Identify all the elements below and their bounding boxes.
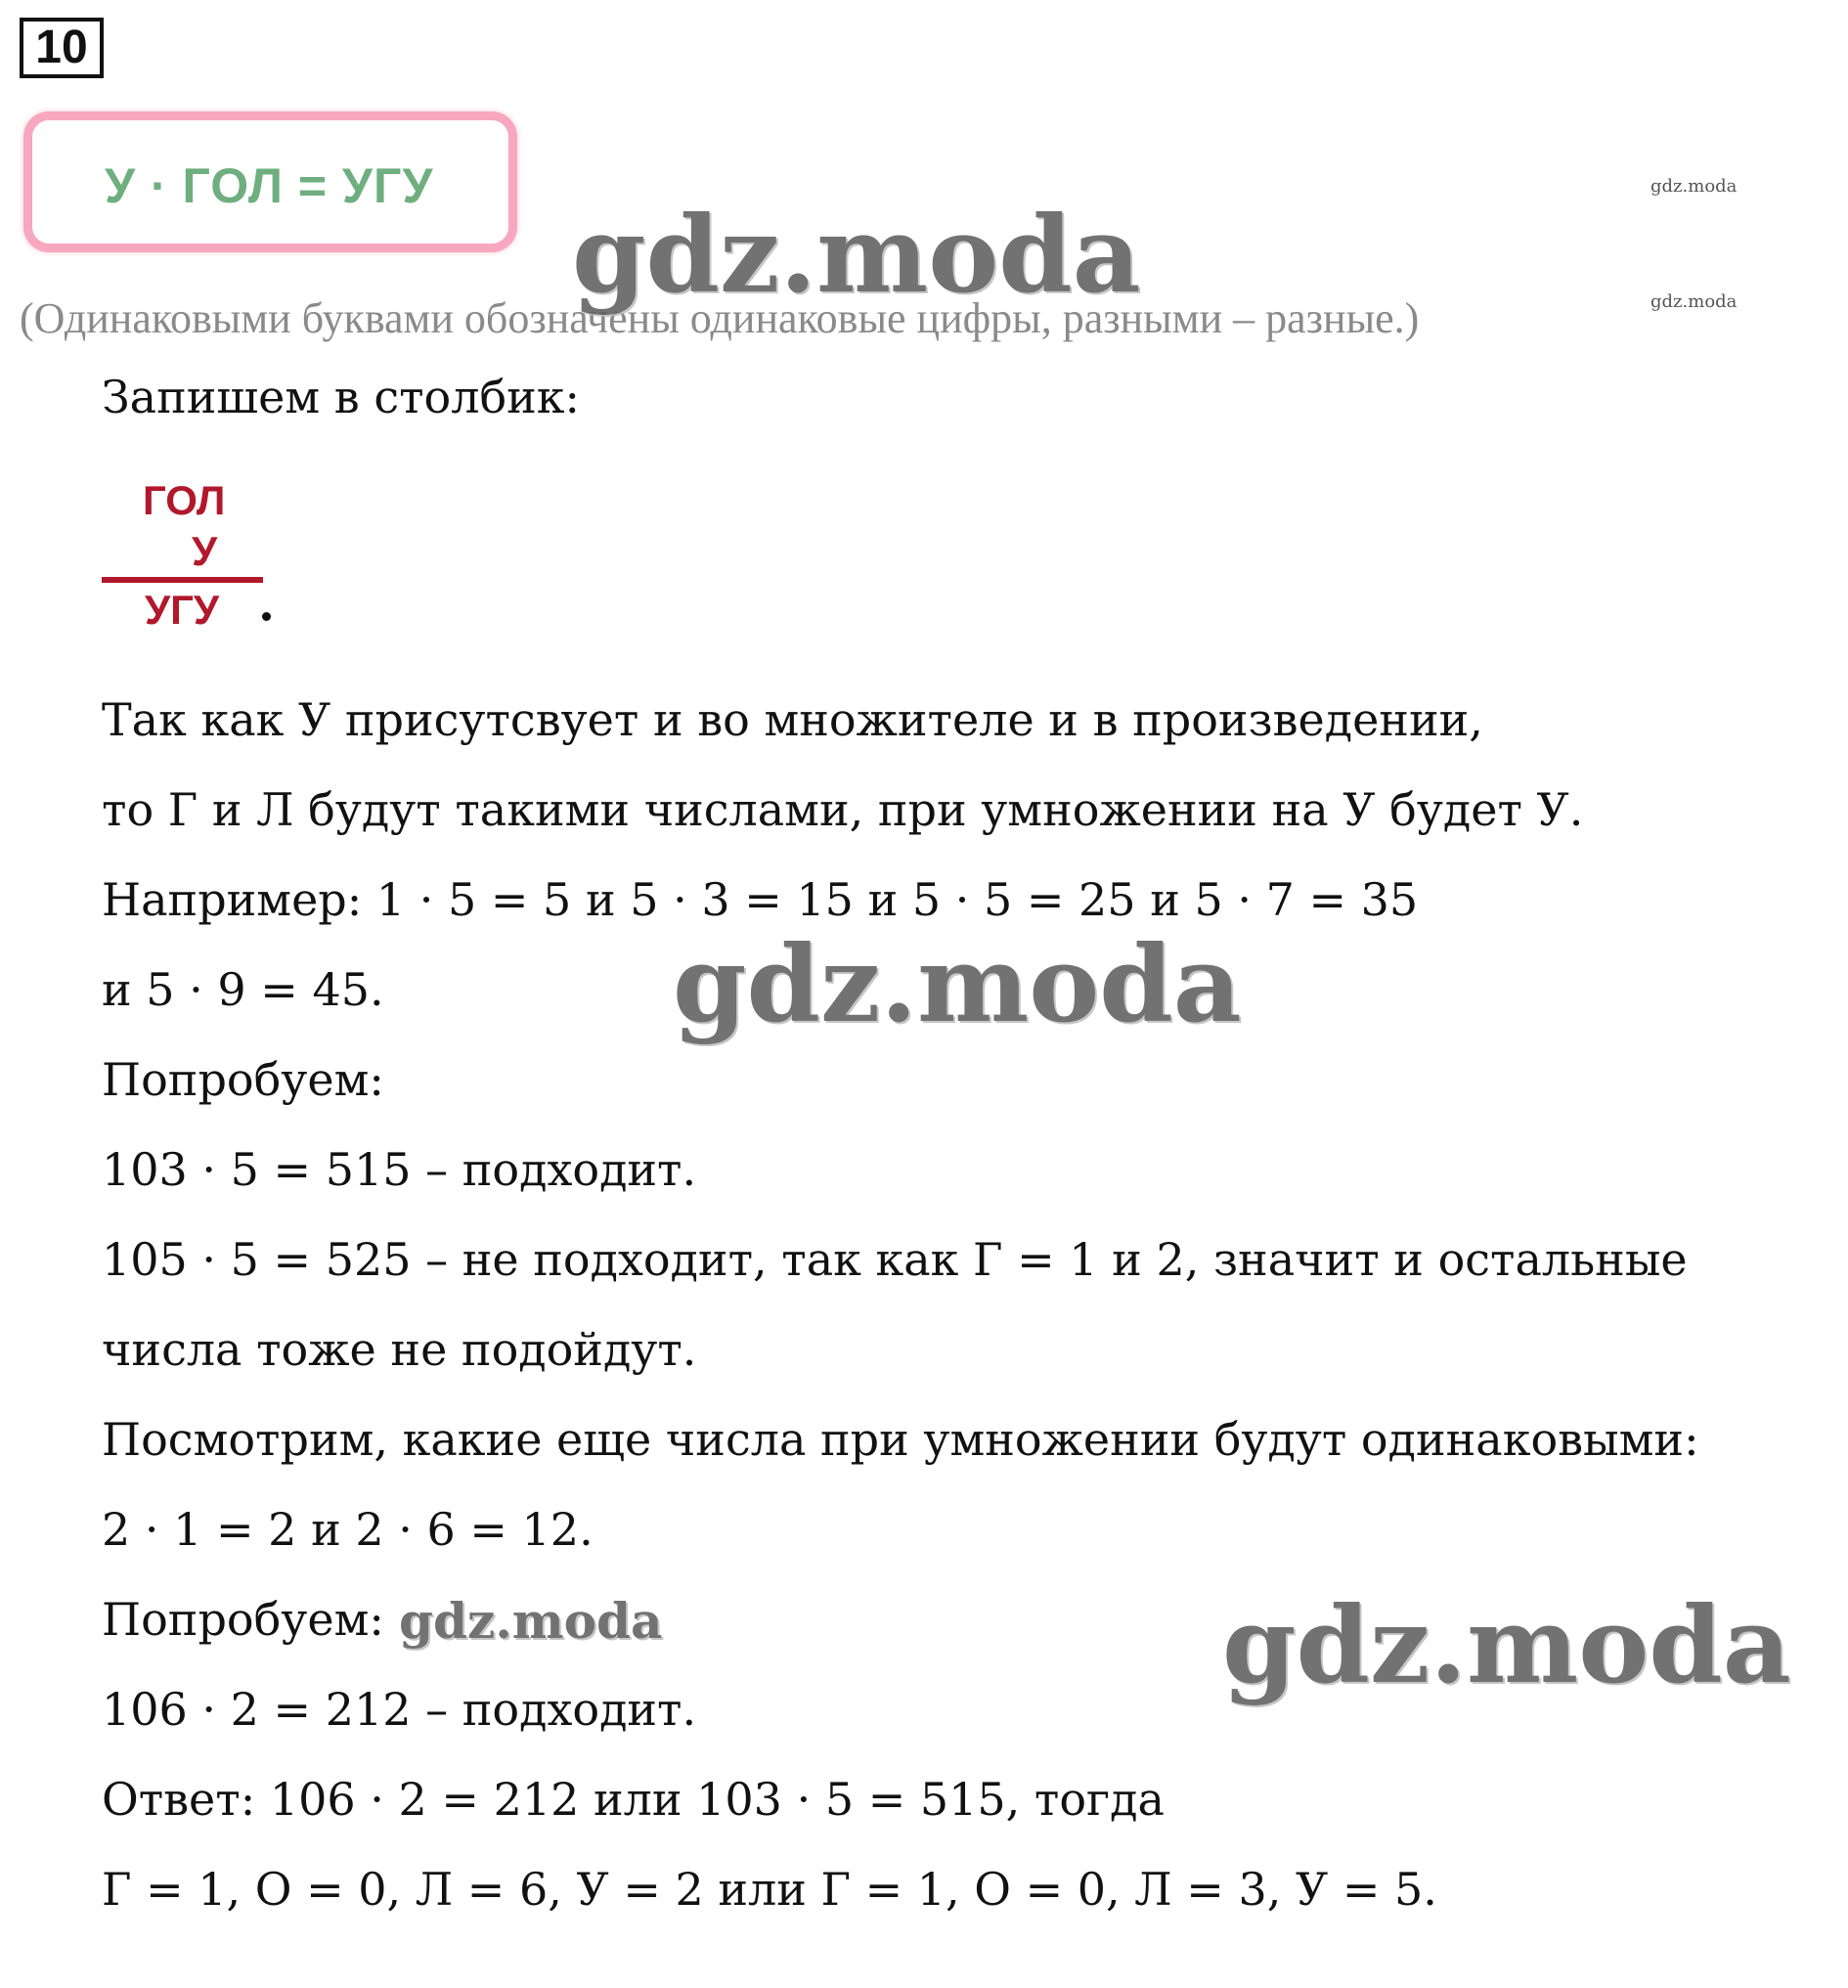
- text-line-4: Например: 1 · 5 = 5 и 5 · 3 = 15 и 5 · 5 = 25 и 5 · 7 = 35: [102, 873, 1419, 926]
- column-result: УГУ: [145, 587, 220, 633]
- text-line-15: Г = 1, О = 0, Л = 6, У = 2 или Г = 1, О = 0, Л = 3, У = 5.: [102, 1863, 1437, 1916]
- hint-text: (Одинаковыми буквами обозначены одинаковые цифры, разными – разные.): [20, 294, 1420, 342]
- equation-box: [23, 111, 517, 252]
- column-period: [262, 612, 271, 621]
- text-line-2: Так как У присутсвует и во множителе и в произведении,: [102, 693, 1483, 746]
- text-line-5: и 5 · 9 = 45.: [102, 963, 384, 1016]
- text-line-6: Попробуем:: [102, 1053, 384, 1106]
- text-line-7: 103 · 5 = 515 – подходит.: [102, 1143, 697, 1196]
- text-line-14: Ответ: 106 · 2 = 212 или 103 · 5 = 515, тогда: [102, 1773, 1165, 1826]
- text-line-10: Посмотрим, какие еще числа при умножении будут одинаковыми:: [102, 1413, 1699, 1466]
- text-line-3: то Г и Л будут такими числами, при умножении на У будет У.: [102, 783, 1584, 836]
- task-number: 10: [20, 18, 104, 78]
- text-line-12: Попробуем:: [102, 1593, 384, 1646]
- equation-text: У · ГОЛ = УГУ: [105, 158, 434, 213]
- watermark-large-bottom: gdz.moda: [1222, 1584, 1791, 1707]
- text-line-11: 2 · 1 = 2 и 2 · 6 = 12.: [102, 1503, 594, 1556]
- column-multiplier: У: [192, 528, 218, 574]
- watermark-small-top: gdz.moda: [1650, 176, 1738, 197]
- text-line-13: 106 · 2 = 212 – подходит.: [102, 1683, 697, 1736]
- watermark-small-second: gdz.moda: [1650, 291, 1738, 312]
- watermark-large-top: gdz.moda: [572, 194, 1141, 317]
- watermark-large-middle: gdz.moda: [673, 923, 1242, 1046]
- text-line-8: 105 · 5 = 525 – не подходит, так как Г = 1 и 2, значит и остальные: [102, 1233, 1688, 1286]
- column-top-number: ГОЛ: [143, 477, 226, 523]
- column-rule: [102, 577, 263, 583]
- text-line-1: Запишем в столбик:: [102, 371, 581, 423]
- text-line-9: числа тоже не подойдут.: [102, 1323, 697, 1376]
- column-multiplication: [102, 477, 268, 634]
- watermark-inline: gdz.moda: [399, 1592, 663, 1650]
